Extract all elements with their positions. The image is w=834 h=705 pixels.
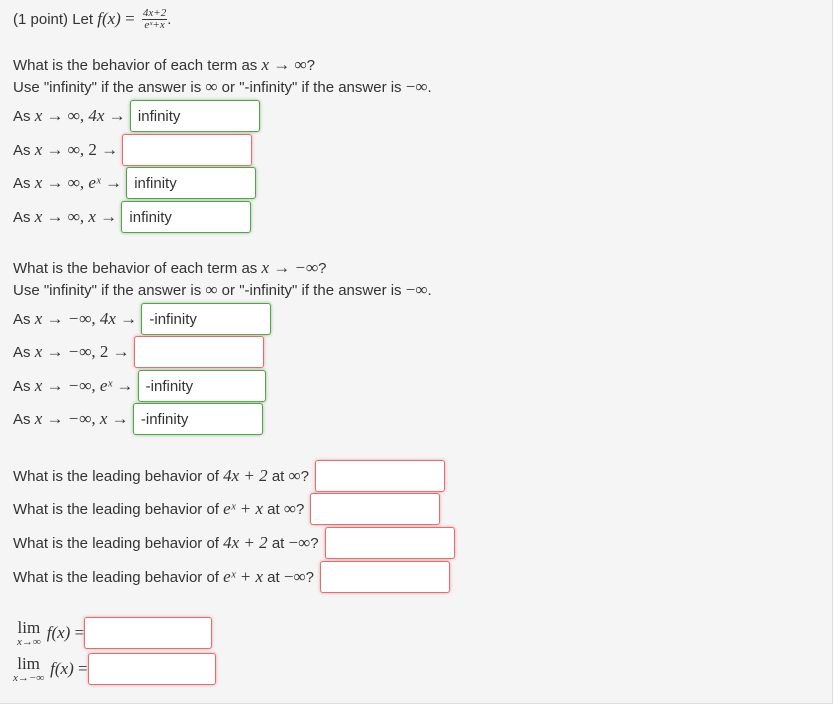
- question-limit: x → −∞: [261, 258, 319, 277]
- problem-header: [13, 2, 171, 36]
- answer-input[interactable]: [315, 460, 445, 492]
- answer-input[interactable]: [126, 167, 256, 199]
- part2-row-4x: As x → −∞ , 4x → -infinity: [13, 302, 271, 336]
- leading-row-4: [13, 560, 450, 594]
- row-prefix: As: [13, 410, 35, 428]
- limit-equals: =: [73, 659, 88, 678]
- limit-row-neginf: [13, 652, 216, 686]
- leading-row-3: [13, 526, 455, 560]
- answer-input[interactable]: [138, 370, 266, 402]
- row-term: 4x: [88, 106, 105, 125]
- hint-infinity: ∞: [205, 77, 218, 96]
- part1-row-x: As x → ∞ , x → infinity: [13, 200, 251, 234]
- leading-at: at: [267, 467, 289, 485]
- hint-neg-infinity: −∞: [405, 280, 428, 299]
- question-text: What is the behavior of each term as: [13, 56, 262, 74]
- answer-input[interactable]: [133, 403, 263, 435]
- leading-point: −∞: [288, 533, 311, 552]
- row-prefix: As: [13, 141, 35, 159]
- leading-row-2: [13, 492, 440, 526]
- lim-text: lim: [17, 617, 41, 637]
- leading-q: ?: [305, 568, 314, 586]
- lim-subscript: x→∞: [17, 635, 41, 648]
- limit-equals: =: [70, 623, 85, 642]
- leading-q: ?: [300, 467, 309, 485]
- part1-row-ex: As x → ∞ , eˣ → infinity: [13, 166, 256, 200]
- row-limit: x → −∞: [34, 409, 92, 428]
- answer-input[interactable]: [84, 617, 212, 649]
- question-text: What is the behavior of each term as: [13, 259, 262, 277]
- leading-row-1: [13, 459, 445, 493]
- limit-row-inf: [17, 616, 212, 650]
- limit-function: f(x): [50, 659, 74, 678]
- hint-text: Use "infinity" if the answer is: [13, 78, 206, 96]
- row-term: eˣ: [99, 376, 113, 395]
- part2-row-ex: As x → −∞ , eˣ → -infinity: [13, 369, 266, 403]
- hint-text: or "-infinity" if the answer is: [217, 78, 406, 96]
- fraction-numerator: 4x+2: [142, 6, 167, 19]
- leading-q: ?: [295, 500, 305, 518]
- leading-expr: eˣ + x: [223, 499, 263, 518]
- part1-row-2: As x → ∞ , 2 →: [13, 133, 252, 167]
- answer-input[interactable]: [88, 653, 216, 685]
- function-fraction: [142, 8, 167, 31]
- row-term: 2: [88, 140, 97, 159]
- points-label: (1 point) Let: [13, 10, 98, 28]
- row-limit: x → ∞: [34, 140, 80, 159]
- row-limit: x → −∞: [34, 309, 92, 328]
- leading-point: −∞: [283, 567, 306, 586]
- part2-row-x: As x → −∞ , x → -infinity: [13, 402, 263, 436]
- question-limit: x → ∞: [261, 55, 307, 74]
- limit-operator: [17, 619, 41, 648]
- limit-operator: [13, 655, 44, 684]
- row-prefix: As: [13, 107, 35, 125]
- leading-text: What is the leading behavior of: [13, 534, 224, 552]
- answer-input[interactable]: [130, 100, 260, 132]
- answer-input[interactable]: [320, 561, 450, 593]
- leading-text: What is the leading behavior of: [13, 500, 224, 518]
- lim-text: lim: [17, 653, 40, 673]
- leading-point: ∞: [288, 466, 301, 485]
- row-prefix: As: [13, 174, 35, 192]
- function-name: f(x): [97, 9, 121, 28]
- row-limit: x → ∞: [34, 173, 80, 192]
- answer-input[interactable]: [134, 336, 264, 368]
- answer-input[interactable]: [121, 201, 251, 233]
- row-prefix: As: [13, 377, 35, 395]
- leading-expr: 4x + 2: [223, 466, 268, 485]
- answer-input[interactable]: [310, 493, 440, 525]
- leading-at: at: [267, 534, 289, 552]
- row-term: 4x: [99, 309, 116, 328]
- leading-q: ?: [310, 534, 319, 552]
- row-limit: x → ∞: [34, 207, 80, 226]
- row-limit: x → −∞: [34, 342, 92, 361]
- row-term: eˣ: [88, 173, 101, 192]
- hint-text: .: [427, 78, 432, 96]
- leading-expr: 4x + 2: [223, 533, 268, 552]
- row-prefix: As: [13, 208, 35, 226]
- answer-input[interactable]: [122, 134, 252, 166]
- row-term: x: [88, 207, 96, 226]
- equals-sign: =: [120, 9, 139, 28]
- row-limit: x → −∞: [34, 376, 92, 395]
- part1-row-4x: As x → ∞ , 4x → infinity: [13, 99, 260, 133]
- row-term: 2: [99, 342, 109, 361]
- leading-text: What is the leading behavior of: [13, 568, 224, 586]
- leading-text: What is the leading behavior of: [13, 467, 224, 485]
- leading-at: at: [263, 568, 284, 586]
- limit-function: f(x): [46, 623, 71, 642]
- answer-input[interactable]: [325, 527, 455, 559]
- leading-expr: eˣ + x: [223, 567, 263, 586]
- question-mark: ?: [318, 259, 327, 277]
- leading-at: at: [263, 500, 284, 518]
- fraction-denominator: eˣ+x: [144, 18, 165, 31]
- lim-subscript: x→−∞: [13, 671, 45, 684]
- hint-text: Use "infinity" if the answer is: [13, 281, 206, 299]
- row-prefix: As: [13, 310, 35, 328]
- row-limit: x → ∞: [34, 106, 80, 125]
- hint-text: or "-infinity" if the answer is: [217, 281, 406, 299]
- question-mark: ?: [306, 56, 315, 74]
- hint-neg-infinity: −∞: [405, 77, 428, 96]
- row-term: x: [99, 409, 108, 428]
- leading-point: ∞: [283, 499, 296, 518]
- answer-input[interactable]: [141, 303, 271, 335]
- hint-infinity: ∞: [205, 280, 218, 299]
- hint-text: .: [427, 281, 432, 299]
- part2-row-2: As x → −∞ , 2 →: [13, 335, 264, 369]
- header-period: .: [167, 10, 172, 28]
- row-prefix: As: [13, 343, 35, 361]
